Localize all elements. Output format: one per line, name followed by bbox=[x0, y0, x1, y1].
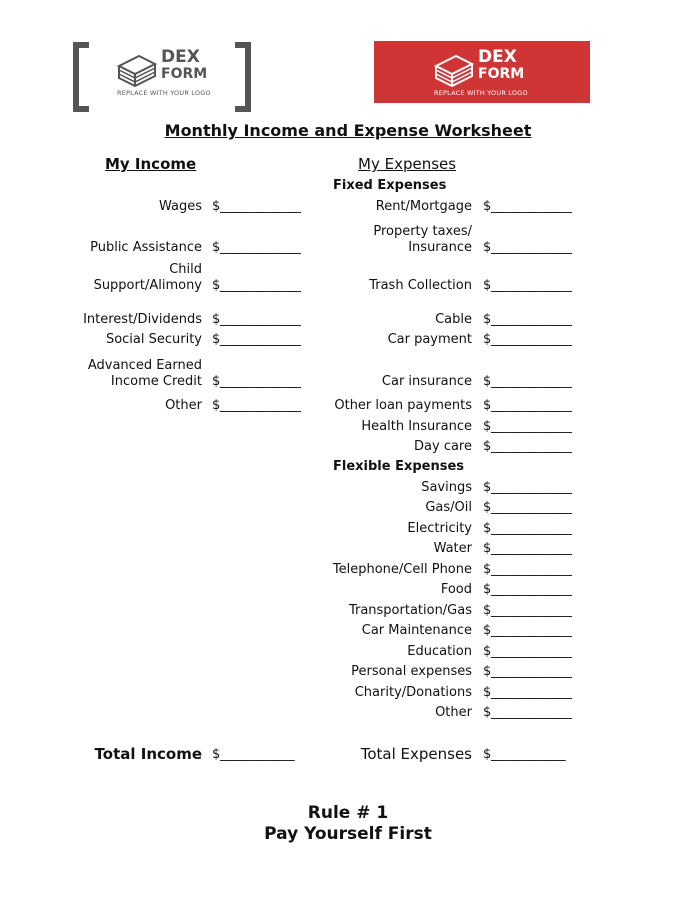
expense-amount-blank[interactable]: $_____________ bbox=[483, 562, 572, 577]
expense-row-other-loans bbox=[0, 398, 572, 414]
expense-row-other bbox=[0, 705, 572, 721]
expense-label-line2: Insurance bbox=[408, 240, 472, 255]
expense-row-telephone bbox=[0, 562, 572, 578]
expense-label: Health Insurance bbox=[361, 419, 472, 434]
total-income-label: Total Income bbox=[94, 745, 202, 763]
income-heading: My Income bbox=[105, 155, 197, 173]
logo-tagline: REPLACE WITH YOUR LOGO bbox=[117, 89, 211, 97]
paper-stack-icon bbox=[434, 52, 474, 88]
income-amount-blank[interactable]: $_____________ bbox=[212, 240, 301, 255]
expense-row-car-maintenance bbox=[0, 623, 572, 639]
income-amount-blank[interactable]: $_____________ bbox=[212, 332, 301, 347]
income-label-line2: Support/Alimony bbox=[93, 278, 202, 293]
income-label: Public Assistance bbox=[90, 240, 202, 255]
expense-label: Rent/Mortgage bbox=[375, 199, 472, 214]
income-label-line1: Child bbox=[169, 262, 202, 277]
expense-label: Savings bbox=[421, 480, 472, 495]
expense-amount-blank[interactable]: $_____________ bbox=[483, 582, 572, 597]
expense-label: Day care bbox=[414, 439, 472, 454]
expense-amount-blank[interactable]: $_____________ bbox=[483, 521, 572, 536]
expense-label: Car Maintenance bbox=[361, 623, 472, 638]
expense-amount-blank[interactable]: $_____________ bbox=[483, 312, 572, 327]
expense-row-rent bbox=[0, 199, 572, 215]
expense-amount-blank[interactable]: $_____________ bbox=[483, 419, 572, 434]
expense-row-water bbox=[0, 541, 572, 557]
expense-row-charity bbox=[0, 685, 572, 701]
expense-amount-blank[interactable]: $_____________ bbox=[483, 439, 572, 454]
expense-row-personal bbox=[0, 664, 572, 680]
expense-row-car-insurance bbox=[0, 374, 572, 390]
expense-row-food bbox=[0, 582, 572, 598]
logo-bracket-left bbox=[73, 42, 89, 112]
total-expenses-amount-blank[interactable]: $____________ bbox=[483, 747, 566, 762]
income-label: Wages bbox=[158, 199, 202, 214]
expense-row-electricity bbox=[0, 521, 572, 537]
logo-right bbox=[374, 41, 590, 103]
expense-row-car-payment bbox=[0, 332, 572, 348]
expense-row-savings bbox=[0, 480, 572, 496]
expense-row-education bbox=[0, 644, 572, 660]
fixed-expenses-heading: Fixed Expenses bbox=[333, 178, 447, 193]
income-amount-blank[interactable]: $_____________ bbox=[212, 199, 301, 214]
income-label-line2: Income Credit bbox=[110, 374, 202, 389]
total-expenses-row bbox=[0, 744, 566, 764]
expense-label: Education bbox=[407, 644, 472, 659]
logo-tagline: REPLACE WITH YOUR LOGO bbox=[434, 89, 528, 97]
expense-label: Charity/Donations bbox=[354, 685, 472, 700]
expense-label: Electricity bbox=[407, 521, 472, 536]
total-income-amount-blank[interactable]: $____________ bbox=[212, 747, 295, 762]
expense-amount-blank[interactable]: $_____________ bbox=[483, 374, 572, 389]
logo-brand-bottom: FORM bbox=[478, 66, 525, 82]
logo-brand-bottom: FORM bbox=[161, 66, 208, 82]
income-label: Other bbox=[165, 398, 202, 413]
expense-amount-blank[interactable]: $_____________ bbox=[483, 199, 572, 214]
paper-stack-icon bbox=[117, 52, 157, 88]
expense-row-property-taxes bbox=[0, 224, 572, 256]
expense-amount-blank[interactable]: $_____________ bbox=[483, 398, 572, 413]
expense-amount-blank[interactable]: $_____________ bbox=[483, 500, 572, 515]
income-amount-blank[interactable]: $_____________ bbox=[212, 398, 301, 413]
expense-label: Telephone/Cell Phone bbox=[332, 562, 472, 577]
income-label: Social Security bbox=[105, 332, 202, 347]
expense-amount-blank[interactable]: $_____________ bbox=[483, 623, 572, 638]
expense-amount-blank[interactable]: $_____________ bbox=[483, 603, 572, 618]
expense-row-cable bbox=[0, 312, 572, 328]
income-label: Interest/Dividends bbox=[83, 312, 202, 327]
expense-row-day-care bbox=[0, 439, 572, 455]
expense-label: Food bbox=[440, 582, 472, 597]
expense-label: Water bbox=[433, 541, 472, 556]
flexible-expenses-heading: Flexible Expenses bbox=[333, 459, 465, 474]
income-amount-blank[interactable]: $_____________ bbox=[212, 374, 301, 389]
logo-brand-top: DEX bbox=[478, 47, 517, 67]
logo-bracket-right bbox=[235, 42, 251, 112]
expense-amount-blank[interactable]: $_____________ bbox=[483, 685, 572, 700]
expense-row-health-insurance bbox=[0, 419, 572, 435]
expenses-heading: My Expenses bbox=[358, 155, 457, 173]
expense-label: Trash Collection bbox=[369, 278, 472, 293]
expense-label-line1: Property taxes/ bbox=[373, 224, 472, 239]
page-title: Monthly Income and Expense Worksheet bbox=[164, 121, 532, 140]
expense-label: Personal expenses bbox=[351, 664, 472, 679]
expense-amount-blank[interactable]: $_____________ bbox=[483, 240, 572, 255]
expense-label: Transportation/Gas bbox=[348, 603, 472, 618]
expense-amount-blank[interactable]: $_____________ bbox=[483, 705, 572, 720]
expense-label: Other bbox=[435, 705, 472, 720]
income-amount-blank[interactable]: $_____________ bbox=[212, 278, 301, 293]
expense-row-transportation bbox=[0, 603, 572, 619]
expense-label: Cable bbox=[435, 312, 472, 327]
expense-row-gas-oil bbox=[0, 500, 572, 516]
expense-label: Car insurance bbox=[381, 374, 472, 389]
expense-label: Car payment bbox=[387, 332, 472, 347]
expense-amount-blank[interactable]: $_____________ bbox=[483, 278, 572, 293]
expense-label: Gas/Oil bbox=[425, 500, 472, 515]
expense-amount-blank[interactable]: $_____________ bbox=[483, 332, 572, 347]
logo-left bbox=[73, 42, 251, 102]
expense-amount-blank[interactable]: $_____________ bbox=[483, 664, 572, 679]
logo-brand-top: DEX bbox=[161, 47, 200, 67]
total-expenses-label: Total Expenses bbox=[360, 745, 472, 763]
expense-amount-blank[interactable]: $_____________ bbox=[483, 644, 572, 659]
income-amount-blank[interactable]: $_____________ bbox=[212, 312, 301, 327]
rule-heading: Rule # 1 bbox=[307, 803, 389, 823]
expense-amount-blank[interactable]: $_____________ bbox=[483, 541, 572, 556]
expense-amount-blank[interactable]: $_____________ bbox=[483, 480, 572, 495]
expense-row-trash bbox=[0, 278, 572, 294]
income-label-line1: Advanced Earned bbox=[87, 358, 202, 373]
expense-label: Other loan payments bbox=[334, 398, 472, 413]
rule-text: Pay Yourself First bbox=[264, 824, 432, 844]
